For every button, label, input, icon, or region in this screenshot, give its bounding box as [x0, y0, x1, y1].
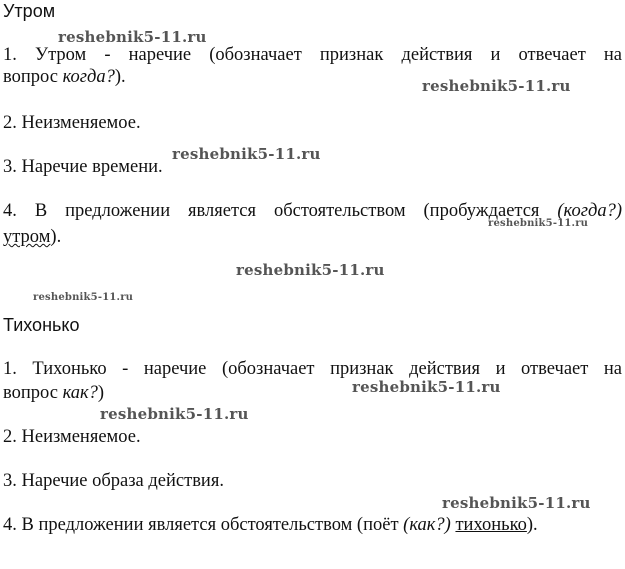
watermark: reshebnik5-11.ru: [488, 218, 589, 229]
utrom-point-1-line-1: 1. Утром - наречие (обозначает признак действия и отвечает на: [3, 45, 622, 65]
question-suffix: ).: [114, 67, 126, 87]
point-4-text: 4. В предложении является обстоятельством (пробуждается: [3, 201, 558, 221]
tikhonko-point-2: 2. Неизменяемое.: [3, 427, 141, 447]
question-suffix: ): [97, 383, 105, 403]
point-4-question: (как?): [403, 515, 451, 535]
watermark: reshebnik5-11.ru: [58, 28, 207, 46]
section-title-utrom: Утром: [3, 1, 56, 21]
question-prefix: вопрос: [3, 67, 63, 87]
tikhonko-point-1-line-1: 1. Тихонько - наречие (обозначает признак действия и отвечает на: [3, 359, 622, 379]
point-4-word: утром: [3, 227, 51, 247]
question-prefix: вопрос: [3, 383, 63, 403]
utrom-point-4-line-2: [3, 226, 61, 248]
tikhonko-point-3: 3. Наречие образа действия.: [3, 471, 224, 491]
point-4-question: (когда?): [557, 201, 622, 221]
point-4-suffix: ).: [526, 515, 538, 535]
watermark: reshebnik5-11.ru: [100, 405, 249, 423]
watermark: reshebnik5-11.ru: [352, 378, 501, 396]
watermark: reshebnik5-11.ru: [172, 145, 321, 163]
tikhonko-point-4: [3, 514, 538, 536]
question-word: как?: [62, 383, 98, 403]
point-4-suffix: ).: [50, 227, 62, 247]
question-word: когда?: [62, 67, 115, 87]
section-title-tikhonko: Тихонько: [3, 315, 80, 335]
watermark: reshebnik5-11.ru: [236, 261, 385, 279]
tikhonko-point-1-line-2: [3, 382, 104, 404]
utrom-point-3: 3. Наречие времени.: [3, 157, 163, 177]
point-4-word: тихонько: [455, 515, 527, 535]
watermark: reshebnik5-11.ru: [33, 292, 134, 303]
watermark: reshebnik5-11.ru: [442, 494, 591, 512]
utrom-point-1-line-2: [3, 66, 126, 88]
watermark: reshebnik5-11.ru: [422, 77, 571, 95]
point-4-text: 4. В предложении является обстоятельством (поёт: [3, 515, 404, 535]
utrom-point-2: 2. Неизменяемое.: [3, 113, 141, 133]
